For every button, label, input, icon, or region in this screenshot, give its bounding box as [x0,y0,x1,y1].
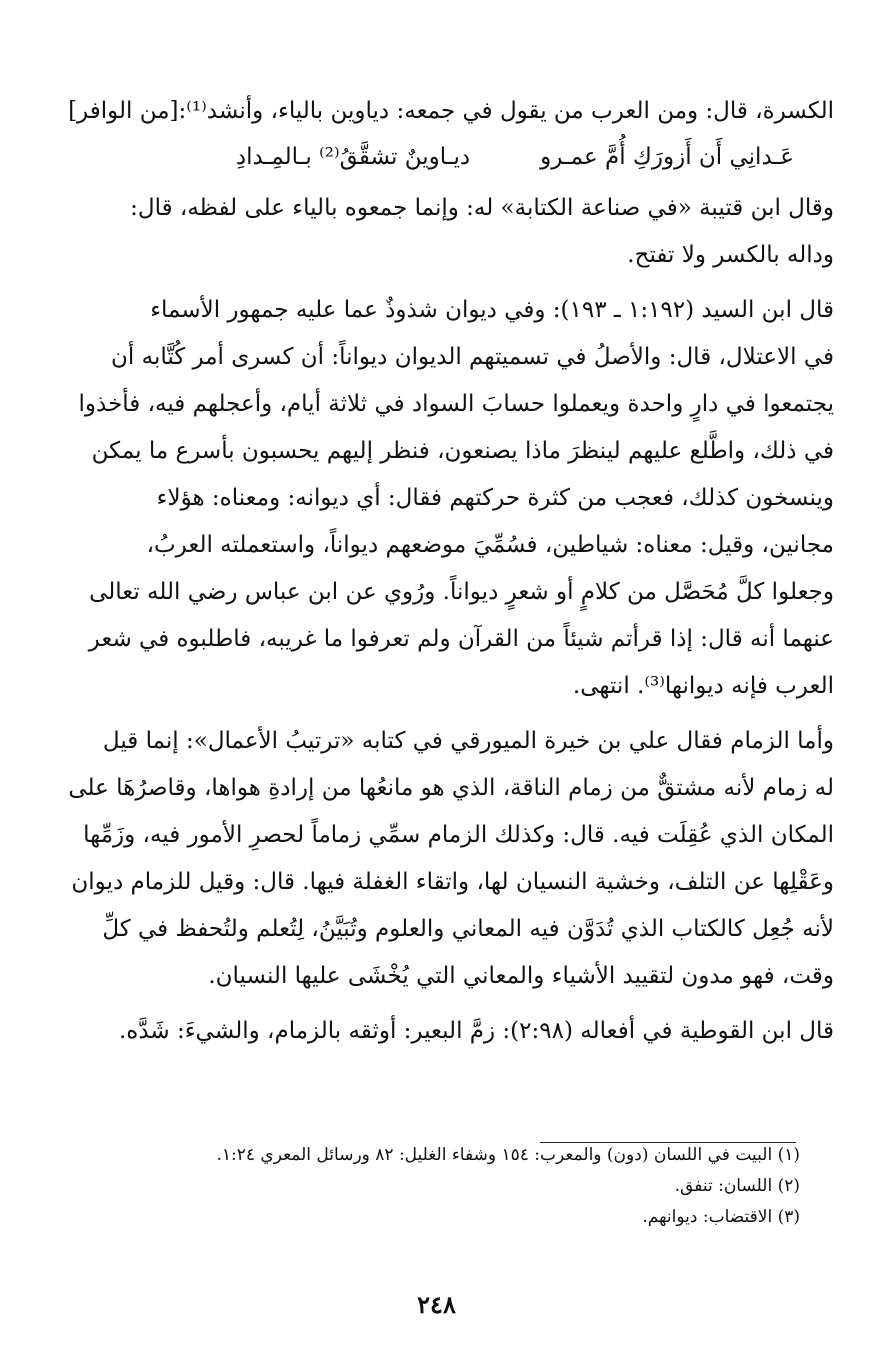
paragraph-zimam [54,718,834,1000]
text-line: وأما الزمام فقال علي بن خيرة الميورقي في كتابه «ترتيبُ الأعمال»: إنما قيل [102,728,834,754]
text-line: وينسخون كذلك، فعجب من كثرة حركتهم فقال: أي ديوانه: ومعناه: هؤلاء [156,485,834,511]
text-line: وقت، فهو مدون لتقييد الأشياء والمعاني التي يُخْشَى عليها النسيان. [208,963,834,989]
footnote-2: (٢) اللسان: تنفق. [674,1176,800,1196]
text-line: الكسرة، قال: ومن العرب من يقول في جمعه: دياوين بالياء، وأنشد⁽¹⁾:[من الوافر] [68,98,834,124]
text-line: يجتمعوا في دارٍ واحدة ويعملوا حسابَ السواد في ثلاثة أيام، وأعجلهم فيه، فأخذوا [78,391,834,417]
text-line: وجعلوا كلَّ مُحَصَّل من كلامٍ أو شعرٍ ديواناً. ورُوي عن ابن عباس رضي الله تعالى [89,579,834,605]
text-line: في الاعتلال، قال: والأصلُ في تسميتهم الديوان ديواناً: أن كسرى أمر كُتَّابه أن [111,344,834,370]
text-line: العرب فإنه ديوانها⁽³⁾. انتهى. [572,673,834,699]
footnotes [120,1140,800,1233]
text-line: له زمام لأنه مشتقٌّ من زمام الناقة، الذي هو مانعُها من إرادةِ هواها، وقاصرُهَا على [68,775,834,801]
footnote-1: (١) البيت في اللسان (دون) والمعرب: ١٥٤ وشفاء الغليل: ٨٢ ورسائل المعري ١:٢٤. [216,1145,800,1165]
text-line: مجانين، وقيل: معناه: شياطين، فسُمِّيَ موضعهم ديواناً، واستعملته العربُ، [146,532,834,558]
text-line: قال ابن القوطية في أفعاله (٢:٩٨): زمَّ البعير: أوثقه بالزمام، والشيءَ: شَدَّه. [118,1018,834,1044]
paragraph-ibn-al-sayyid [54,287,834,710]
verse-second-hemistich: ديـاوينٌ تشقَّقُ⁽²⁾ بـالمِـدادِ [235,144,471,170]
paragraph-ibn-qutayba [54,185,834,279]
text-line: في ذلك، واطَّلع عليهم لينظرَ ماذا يصنعون، فنظر إليهم يحسبون بأسرع ما يمكن [91,438,834,464]
poetry-verse [54,135,834,179]
text-line: قال ابن السيد (١:١٩٢ ـ ١٩٣): وفي ديوان شذوذٌ عما عليه جمهور الأسماء [150,297,834,323]
footnote-3: (٣) الاقتضاب: ديوانهم. [642,1207,800,1227]
text-line: وداله بالكسر ولا تفتح. [627,242,834,268]
text-line: وعَقْلِها عن التلف، وخشية النسيان لها، واتقاء الغفلة فيها. قال: وقيل للزمام ديوان [71,869,834,895]
text-line: عنهما أنه قال: إذا قرأتم شيئاً من القرآن ولم تعرفوا ما غريبه، فاطلبوه في شعر [88,626,834,652]
paragraph-ibn-al-qutiya [54,1008,834,1055]
text-line: المكان الذي عُقِلَت فيه. قال: وكذلك الزمام سمِّي زماماً لحصرِ الأمور فيه، وزَمِّها [83,822,834,848]
paragraph-intro [54,88,834,135]
text-line: لأنه جُعِل كالكتاب الذي تُدَوَّن فيه المعاني والعلوم وتُبَيَّنُ، لِتُعلم ولتُحفظ في كلِّ [102,916,834,942]
text-line: وقال ابن قتيبة «في صناعة الكتابة» له: وإنما جمعوه بالياء على لفظه، قال: [130,195,834,221]
page-body [54,88,834,1055]
page-number: ٢٤٨ [417,1290,456,1319]
verse-first-hemistich: عَـدانِي أَن أَزورَكِ أُمَّ عمـرو [540,144,794,170]
